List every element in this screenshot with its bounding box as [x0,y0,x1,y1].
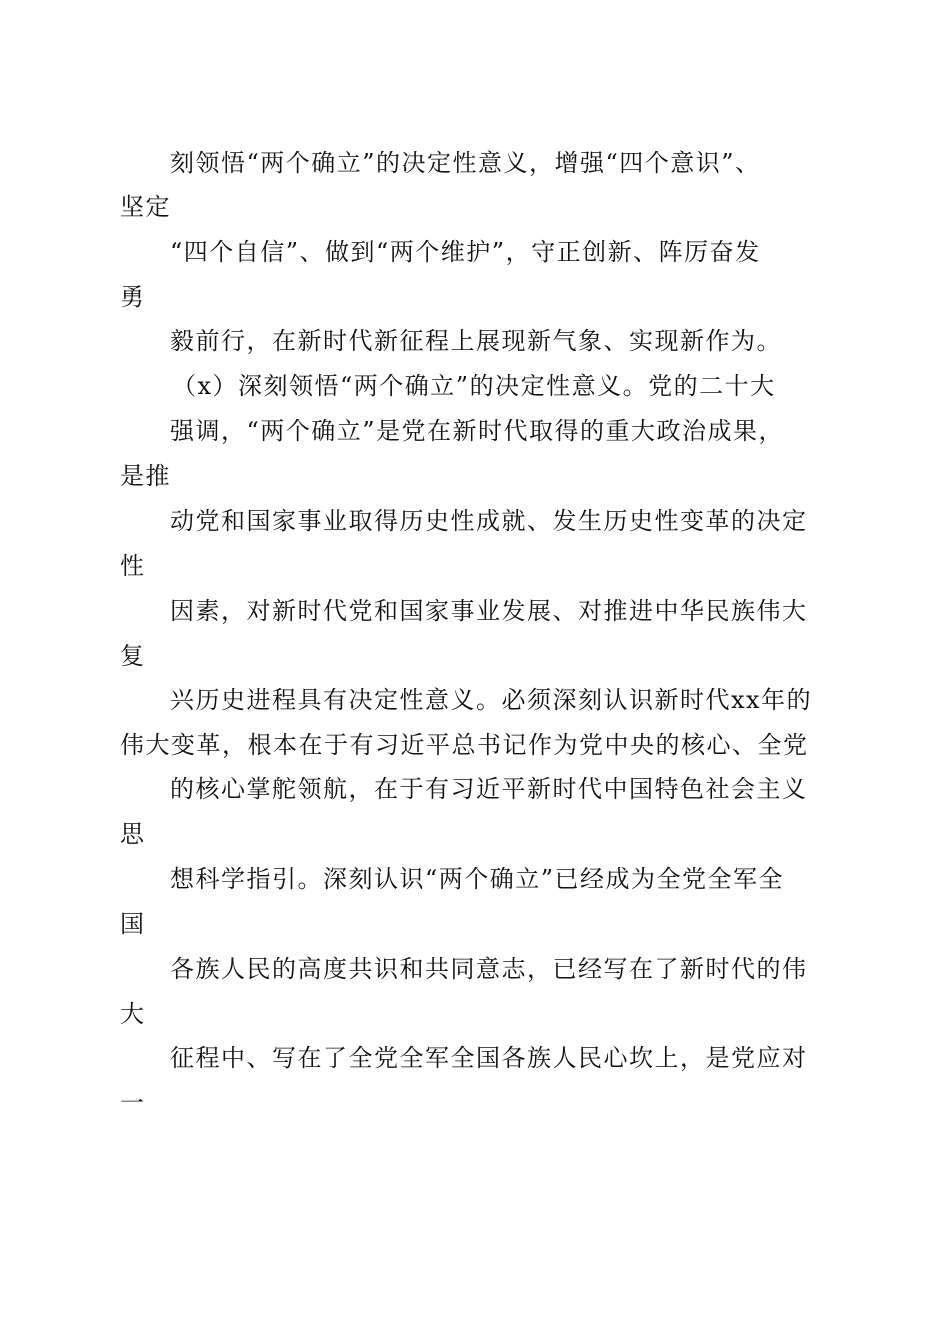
text-line: 征程中、写在了全党全军全国各族人民心坎上，是党应对 [170,1044,808,1072]
text-line: 国 [120,910,146,938]
text-line: 兴历史进程具有决定性意义。必须深刻认识新时代xx年的 [170,686,813,714]
text-line: 是推 [120,462,171,490]
text-line: “四个自信”、做到“两个维护”，守正创新、阵厉奋发 [170,238,761,266]
text-line: 思 [120,820,146,848]
text-line: 复 [120,642,146,670]
text-line: 性 [120,552,146,580]
text-line: 的核心掌舵领航，在于有习近平新时代中国特色社会主义 [170,775,808,803]
text-line: 伟大变革，根本在于有习近平总书记作为党中央的核心、全党 [120,731,809,759]
text-line: 想科学指引。深刻认识“两个确立”已经成为全党全军全 [170,865,785,893]
text-line: 大 [120,1000,146,1028]
text-line: 坚定 [120,193,171,221]
text-line: 动党和国家事业取得历史性成就、发生历史性变革的决定 [170,507,808,535]
text-line: 各族人民的高度共识和共同意志，已经写在了新时代的伟 [170,955,808,983]
section-heading-line: （x）深刻领悟“两个确立”的决定性意义。党的二十大 [172,372,776,400]
text-line: 一 [120,1089,146,1117]
text-line: 强调，“两个确立”是党在新时代取得的重大政治成果， [170,417,785,445]
text-line: 勇 [120,283,146,311]
text-line: 刻领悟“两个确立”的决定性意义，增强“四个意识”、 [170,149,761,177]
text-line: 毅前行，在新时代新征程上展现新气象、实现新作为。 [170,327,782,355]
text-line: 因素，对新时代党和国家事业发展、对推进中华民族伟大 [170,597,808,625]
